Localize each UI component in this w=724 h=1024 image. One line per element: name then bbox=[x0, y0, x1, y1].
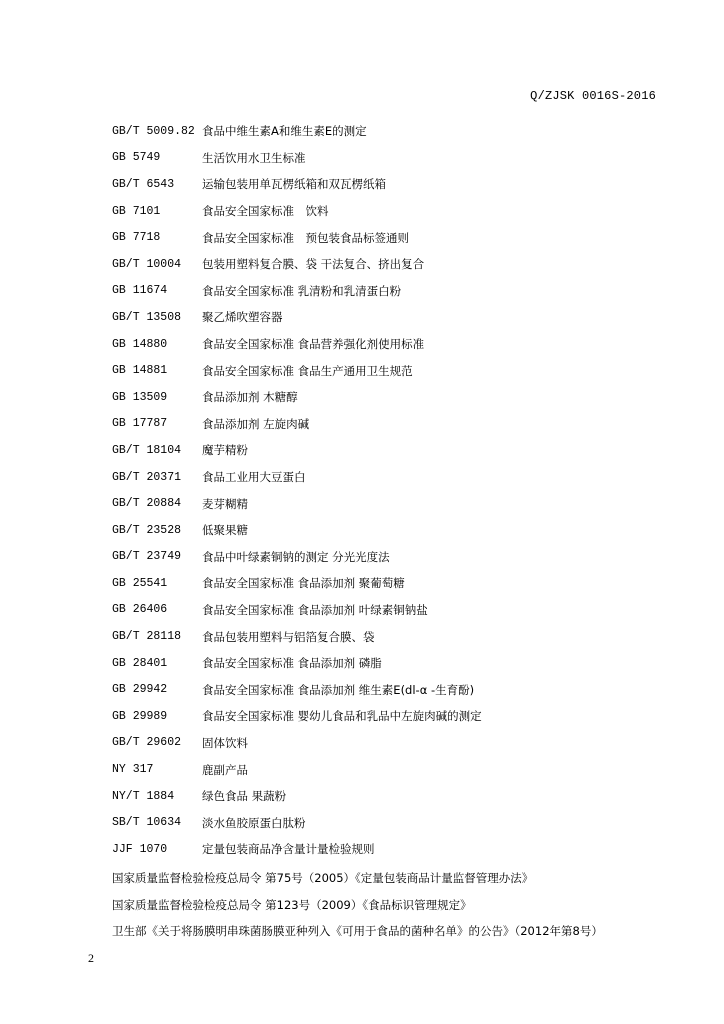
reference-code: JJF 1070 bbox=[112, 842, 168, 856]
reference-title: 食品添加剂 左旋肉碱 bbox=[202, 416, 310, 431]
reference-item bbox=[112, 198, 672, 225]
reference-item bbox=[112, 224, 672, 251]
reference-title: 食品安全国家标准 乳清粉和乳清蛋白粉 bbox=[202, 283, 402, 298]
reference-item bbox=[112, 597, 672, 624]
reference-code: GB 28401 bbox=[112, 656, 168, 670]
reference-item bbox=[112, 437, 672, 464]
reference-code: GB 29989 bbox=[112, 709, 168, 723]
document-code: Q/ZJSK 0016S-2016 bbox=[530, 89, 656, 103]
regulation-item: 国家质量监督检验检疫总局令 第75号（2005）《定量包装商品计量监督管理办法》 bbox=[112, 871, 534, 886]
reference-code: GB 17787 bbox=[112, 417, 168, 431]
reference-title: 聚乙烯吹塑容器 bbox=[202, 310, 283, 325]
reference-title: 魔芋精粉 bbox=[202, 443, 248, 458]
reference-item bbox=[112, 783, 672, 810]
reference-item bbox=[112, 118, 672, 145]
reference-item bbox=[112, 676, 672, 703]
reference-title: 绿色食品 果蔬粉 bbox=[202, 789, 287, 804]
reference-item bbox=[112, 357, 672, 384]
reference-item bbox=[112, 650, 672, 677]
reference-code: GB 14880 bbox=[112, 337, 168, 351]
reference-code: GB/T 23528 bbox=[112, 523, 182, 537]
reference-title: 定量包装商品净含量计量检验规则 bbox=[202, 842, 375, 857]
reference-title: 包装用塑料复合膜、袋 干法复合、挤出复合 bbox=[202, 257, 425, 272]
reference-code: GB/T 29602 bbox=[112, 736, 182, 750]
reference-item bbox=[112, 411, 672, 438]
reference-item bbox=[112, 145, 672, 172]
reference-code: GB 7718 bbox=[112, 231, 161, 245]
reference-item bbox=[112, 331, 672, 358]
reference-code: GB/T 5009.82 bbox=[112, 124, 195, 138]
reference-item bbox=[112, 490, 672, 517]
reference-title: 食品工业用大豆蛋白 bbox=[202, 470, 306, 485]
reference-code: GB 11674 bbox=[112, 284, 168, 298]
reference-code: GB/T 20371 bbox=[112, 470, 182, 484]
reference-title: 食品安全国家标准 食品添加剂 维生素E(dl-α -生育酚) bbox=[202, 682, 475, 697]
reference-title: 生活饮用水卫生标准 bbox=[202, 150, 306, 165]
regulation-list bbox=[112, 865, 692, 945]
regulation-item: 卫生部《关于将肠膜明串珠菌肠膜亚种列入《可用于食品的菌种名单》的公告》（2012年第8号） bbox=[112, 924, 603, 939]
reference-title: 固体饮料 bbox=[202, 735, 248, 750]
reference-code: GB/T 10004 bbox=[112, 257, 182, 271]
reference-title: 食品安全国家标准 婴幼儿食品和乳品中左旋肉碱的测定 bbox=[202, 709, 482, 724]
reference-code: GB 13509 bbox=[112, 390, 168, 404]
reference-item bbox=[112, 304, 672, 331]
reference-title: 食品包装用塑料与铝箔复合膜、袋 bbox=[202, 629, 375, 644]
reference-title: 低聚果糖 bbox=[202, 523, 248, 538]
reference-title: 淡水鱼胶原蛋白肽粉 bbox=[202, 815, 306, 830]
reference-title: 食品中维生素A和维生素E的测定 bbox=[202, 124, 367, 139]
reference-item bbox=[112, 251, 672, 278]
regulation-item: 国家质量监督检验检疫总局令 第123号（2009）《食品标识管理规定》 bbox=[112, 897, 472, 912]
reference-code: NY 317 bbox=[112, 763, 154, 777]
reference-code: GB/T 18104 bbox=[112, 443, 182, 457]
reference-code: GB 25541 bbox=[112, 576, 168, 590]
reference-code: GB 26406 bbox=[112, 603, 168, 617]
reference-item bbox=[112, 464, 672, 491]
reference-title: 食品安全国家标准 预包装食品标签通则 bbox=[202, 230, 409, 245]
reference-title: 食品中叶绿素铜钠的测定 分光光度法 bbox=[202, 549, 390, 564]
reference-title: 食品安全国家标准 食品添加剂 聚葡萄糖 bbox=[202, 576, 405, 591]
reference-item bbox=[112, 517, 672, 544]
reference-item bbox=[112, 809, 672, 836]
reference-code: GB 29942 bbox=[112, 683, 168, 697]
reference-code: NY/T 1884 bbox=[112, 789, 175, 803]
page-number: 2 bbox=[88, 951, 94, 965]
reference-code: GB/T 13508 bbox=[112, 310, 182, 324]
reference-code: GB/T 20884 bbox=[112, 497, 182, 511]
reference-item bbox=[112, 384, 672, 411]
reference-item bbox=[112, 623, 672, 650]
reference-title: 食品安全国家标准 食品营养强化剂使用标准 bbox=[202, 337, 425, 352]
reference-item bbox=[112, 171, 672, 198]
reference-code: GB/T 23749 bbox=[112, 550, 182, 564]
reference-item bbox=[112, 278, 672, 305]
reference-item bbox=[112, 756, 672, 783]
reference-code: SB/T 10634 bbox=[112, 816, 182, 830]
reference-code: GB 7101 bbox=[112, 204, 161, 218]
reference-code: GB 14881 bbox=[112, 364, 168, 378]
reference-item bbox=[112, 544, 672, 571]
reference-code: GB/T 6543 bbox=[112, 177, 175, 191]
reference-title: 麦芽糊精 bbox=[202, 496, 248, 511]
reference-title: 食品安全国家标准 食品添加剂 叶绿素铜钠盐 bbox=[202, 602, 428, 617]
reference-title: 鹿副产品 bbox=[202, 762, 248, 777]
reference-item bbox=[112, 703, 672, 730]
reference-title: 运输包装用单瓦楞纸箱和双瓦楞纸箱 bbox=[202, 177, 386, 192]
reference-code: GB/T 28118 bbox=[112, 630, 182, 644]
reference-list bbox=[112, 118, 672, 863]
reference-item bbox=[112, 570, 672, 597]
reference-item bbox=[112, 836, 672, 863]
reference-title: 食品安全国家标准 食品添加剂 磷脂 bbox=[202, 656, 382, 671]
reference-title: 食品添加剂 木糖醇 bbox=[202, 390, 298, 405]
reference-code: GB 5749 bbox=[112, 151, 161, 165]
reference-title: 食品安全国家标准 食品生产通用卫生规范 bbox=[202, 363, 413, 378]
reference-title: 食品安全国家标准 饮料 bbox=[202, 204, 329, 219]
reference-item bbox=[112, 730, 672, 757]
